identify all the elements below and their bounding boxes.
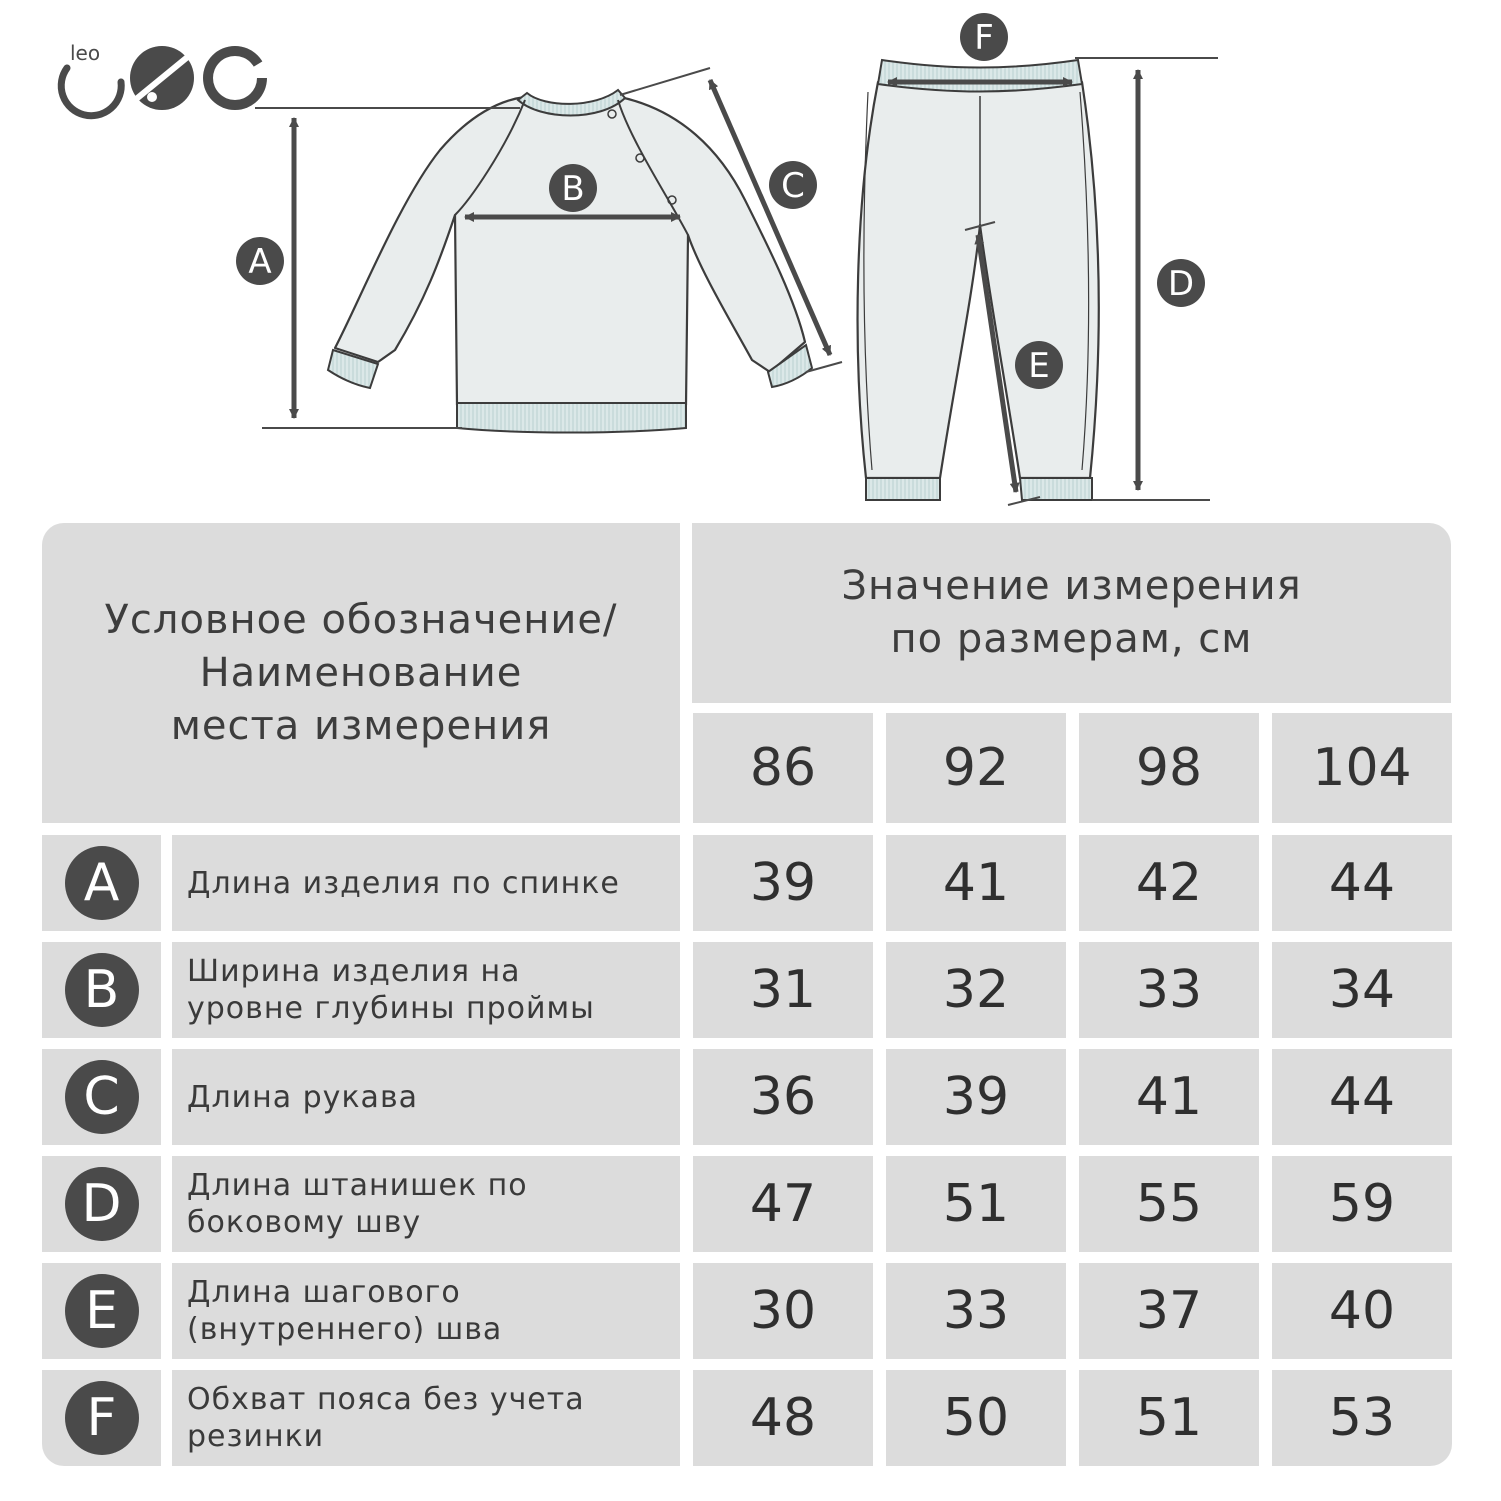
header-left: Условное обозначение/ Наименование места измерения xyxy=(42,523,680,823)
measurement-value: 51 xyxy=(1079,1370,1259,1466)
measurement-value: 53 xyxy=(1272,1370,1452,1466)
letter-cell xyxy=(42,1049,161,1145)
measurement-value: 50 xyxy=(886,1370,1066,1466)
measurement-value: 51 xyxy=(886,1156,1066,1252)
measurement-value: 30 xyxy=(693,1263,873,1359)
letter-badge: B xyxy=(65,953,139,1027)
label-f xyxy=(960,13,1008,61)
svg-text:F: F xyxy=(974,18,994,58)
measurement-value: 47 xyxy=(693,1156,873,1252)
letter-badge: A xyxy=(65,846,139,920)
measurement-value: 36 xyxy=(693,1049,873,1145)
letter-badge: F xyxy=(65,1381,139,1455)
measurement-value: 44 xyxy=(1272,1049,1452,1145)
header-right: Значение измерения по размерам, см xyxy=(692,523,1451,703)
letter-badge: C xyxy=(65,1060,139,1134)
measurement-value: 40 xyxy=(1272,1263,1452,1359)
letter-cell xyxy=(42,1263,161,1359)
letter-cell xyxy=(42,1370,161,1466)
logo-text: leo xyxy=(70,41,101,65)
measurement-name: Длина штанишек по боковому шву xyxy=(172,1156,680,1252)
measurement-value: 44 xyxy=(1272,835,1452,931)
measurement-value: 32 xyxy=(886,942,1066,1038)
size-header-cell: 104 xyxy=(1272,713,1452,823)
measurement-value: 39 xyxy=(886,1049,1066,1145)
measurement-name: Длина шагового (внутреннего) шва xyxy=(172,1263,680,1359)
svg-text:E: E xyxy=(1028,346,1050,386)
measurement-name: Ширина изделия на уровне глубины проймы xyxy=(172,942,680,1038)
measurement-name: Длина изделия по спинке xyxy=(172,835,680,931)
measurement-value: 34 xyxy=(1272,942,1452,1038)
size-header-cell: 92 xyxy=(886,713,1066,823)
measurement-value: 33 xyxy=(1079,942,1259,1038)
letter-cell xyxy=(42,942,161,1038)
measurement-name: Обхват пояса без учета резинки xyxy=(172,1370,680,1466)
size-header-cell: 98 xyxy=(1079,713,1259,823)
letter-badge: E xyxy=(65,1274,139,1348)
measurement-value: 55 xyxy=(1079,1156,1259,1252)
measurement-value: 59 xyxy=(1272,1156,1452,1252)
measurement-value: 33 xyxy=(886,1263,1066,1359)
size-header-cell: 86 xyxy=(693,713,873,823)
measurement-value: 39 xyxy=(693,835,873,931)
letter-badge: D xyxy=(65,1167,139,1241)
measurement-value: 41 xyxy=(886,835,1066,931)
pants xyxy=(858,60,1099,500)
measurement-value: 48 xyxy=(693,1370,873,1466)
garment-diagram xyxy=(0,0,1501,520)
label-e xyxy=(1015,341,1063,389)
measurement-value: 31 xyxy=(693,942,873,1038)
brand-logo xyxy=(61,41,268,116)
label-b xyxy=(549,164,597,212)
letter-cell xyxy=(42,835,161,931)
measurement-name: Длина рукава xyxy=(172,1049,680,1145)
svg-text:D: D xyxy=(1167,264,1195,304)
svg-text:B: B xyxy=(561,169,585,209)
measurement-value: 37 xyxy=(1079,1263,1259,1359)
measurement-value: 42 xyxy=(1079,835,1259,931)
letter-cell xyxy=(42,1156,161,1252)
svg-text:A: A xyxy=(248,242,272,282)
measurement-value: 41 xyxy=(1079,1049,1259,1145)
svg-text:C: C xyxy=(781,166,805,206)
label-c xyxy=(769,161,817,209)
label-d xyxy=(1157,259,1205,307)
label-a xyxy=(236,237,284,285)
